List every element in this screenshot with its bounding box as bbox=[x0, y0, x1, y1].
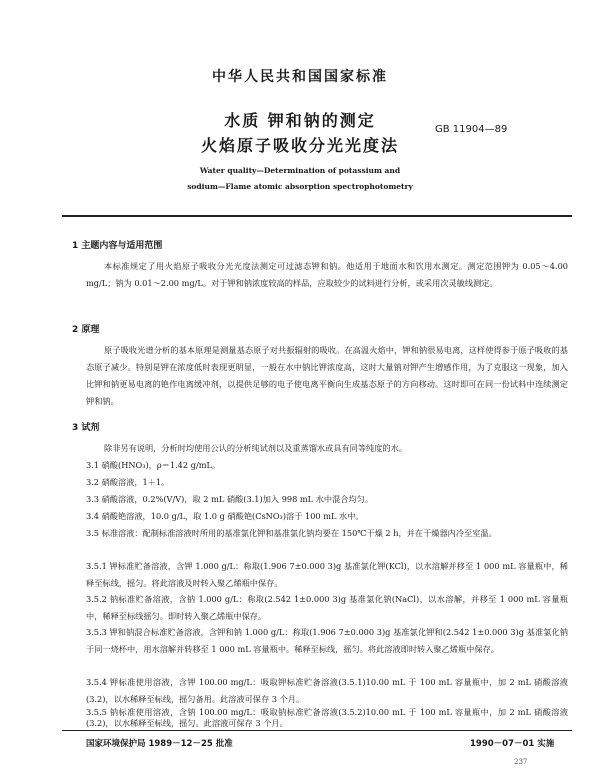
item-3-5-3: 3.5.3 钾和钠混合标准贮备溶液，含钾和钠 1.000 g/L：称取(1.906 7±0.000 3)g 基准氯化钾和(2.542 1±0.000 3)g 基准氯化钠于同一烧杯中，用水溶解并转移至 1 000 mL 容量瓶中。稀释至标线，摇匀。将此溶液即时转入聚乙烯瓶中保存。 bbox=[86, 627, 568, 654]
english-title-line2: sodium—Flame atomic absorption spectrophotometry bbox=[187, 182, 413, 191]
standard-code: GB 11904—89 bbox=[435, 124, 508, 135]
header-divider bbox=[62, 215, 572, 217]
section-2-heading: 2 原理 bbox=[72, 325, 100, 335]
item-3-5-4: 3.5.4 钾标准使用溶液，含钾 100.00 mg/L：吸取钾标准贮备溶液(3.5.1)10.00 mL 于 100 mL 容量瓶中，加 2 mL 硝酸溶液(3.2)，以水稀释至标线，摇匀备用。此溶液可保存 3 个月。 bbox=[86, 677, 568, 704]
footer-divider bbox=[62, 730, 572, 731]
effective-date: 1990－07－01 实施 bbox=[470, 739, 555, 749]
item-3-5-2: 3.5.2 钠标准贮备溶液，含钠 1.000 g/L：称取(2.542 1±0.000 3)g 基准氯化钠(NaCl)，以水溶解，并移至 1 000 mL 容量瓶中，稀释至标线摇匀。即时转入聚乙烯瓶中保存。 bbox=[86, 594, 568, 621]
english-title-line1: Water quality—Determination of potassium and bbox=[199, 166, 401, 175]
approval-line: 国家环境保护局 1989－12－25 批准 bbox=[86, 739, 233, 749]
item-3-3: 3.3 硝酸溶液，0.2%(V/V)，取 2 mL 硝酸(3.1)加入 998 mL 水中混合均匀。 bbox=[86, 494, 374, 504]
page-number: 237 bbox=[514, 758, 528, 766]
section-2-text: 原子吸收光谱分析的基本原理是测量基态原子对共振辐射的吸收。在高温火焰中，钾和钠很易电离，这样使得参于原子吸收的基态原子减少。特别是钾在浓度低时表现更明显，一般在水中钠比钾浓度高，这时大量钠对钾产生增感作用，为了克服这一现象，加入比钾和钠更易电离的铯作电离缓冲剂，以提供足够的电子使电离平衡向生成基态原子的方向移动。这时即可在同一份试料中连续测定钾和钠。 bbox=[86, 345, 568, 406]
standard-title-line2: 火焰原子吸收分光光度法 bbox=[200, 136, 399, 155]
item-3-5-1: 3.5.1 钾标准贮备溶液，含钾 1.000 g/L：称取(1.906 7±0.000 3)g 基准氯化钾(KCl)，以水溶解并移至 1 000 mL 容量瓶中，稀释至标线，摇匀。将此溶液及时转入聚乙烯瓶中保存。 bbox=[86, 561, 568, 588]
item-3-5-5: 3.5.5 钠标准使用溶液，含钠 100.00 mg/L：吸取钠标准贮备溶液(3.5.2)10.00 mL 于 100 mL 容量瓶中，加 2 mL 硝酸溶液(3.2)，以水稀释至标线，摇匀。此溶液可保存 3 个月。 bbox=[86, 707, 568, 728]
item-3-1: 3.1 硝酸(HNO₃)，ρ＝1.42 g/mL。 bbox=[86, 460, 221, 470]
section-1-text: 本标准规定了用火焰原子吸收分光光度法测定可过滤态钾和钠。他适用于地面水和饮用水测定。测定范围钾为 0.05～4.00 mg/L；钠为 0.01～2.00 mg/L。对于钾和钠浓度较高的样品，应取较少的试料进行分析，或采用次灵敏线测定。 bbox=[86, 261, 568, 288]
country-standard-title: 中华人民共和国国家标准 bbox=[212, 69, 388, 85]
item-3-2: 3.2 硝酸溶液，1＋1。 bbox=[86, 477, 170, 487]
section-3-intro: 除非另有说明，分析时均使用公认的分析纯试剂以及重蒸馏水或具有同等纯度的水。 bbox=[104, 443, 407, 453]
section-1-heading: 1 主题内容与适用范围 bbox=[72, 241, 163, 251]
item-3-4: 3.4 硝酸铯溶液，10.0 g/L，取 1.0 g 硝酸铯(CsNO₃)溶于 100 mL 水中。 bbox=[86, 511, 364, 521]
item-3-5: 3.5 标准溶液：配制标准溶液时所用的基准氯化钾和基准氯化钠均要在 150℃干燥 2 h，并在干燥器内冷至室温。 bbox=[86, 528, 497, 538]
section-3-heading: 3 试剂 bbox=[72, 423, 100, 433]
standard-title-line1: 水质 钾和钠的测定 bbox=[224, 111, 376, 130]
